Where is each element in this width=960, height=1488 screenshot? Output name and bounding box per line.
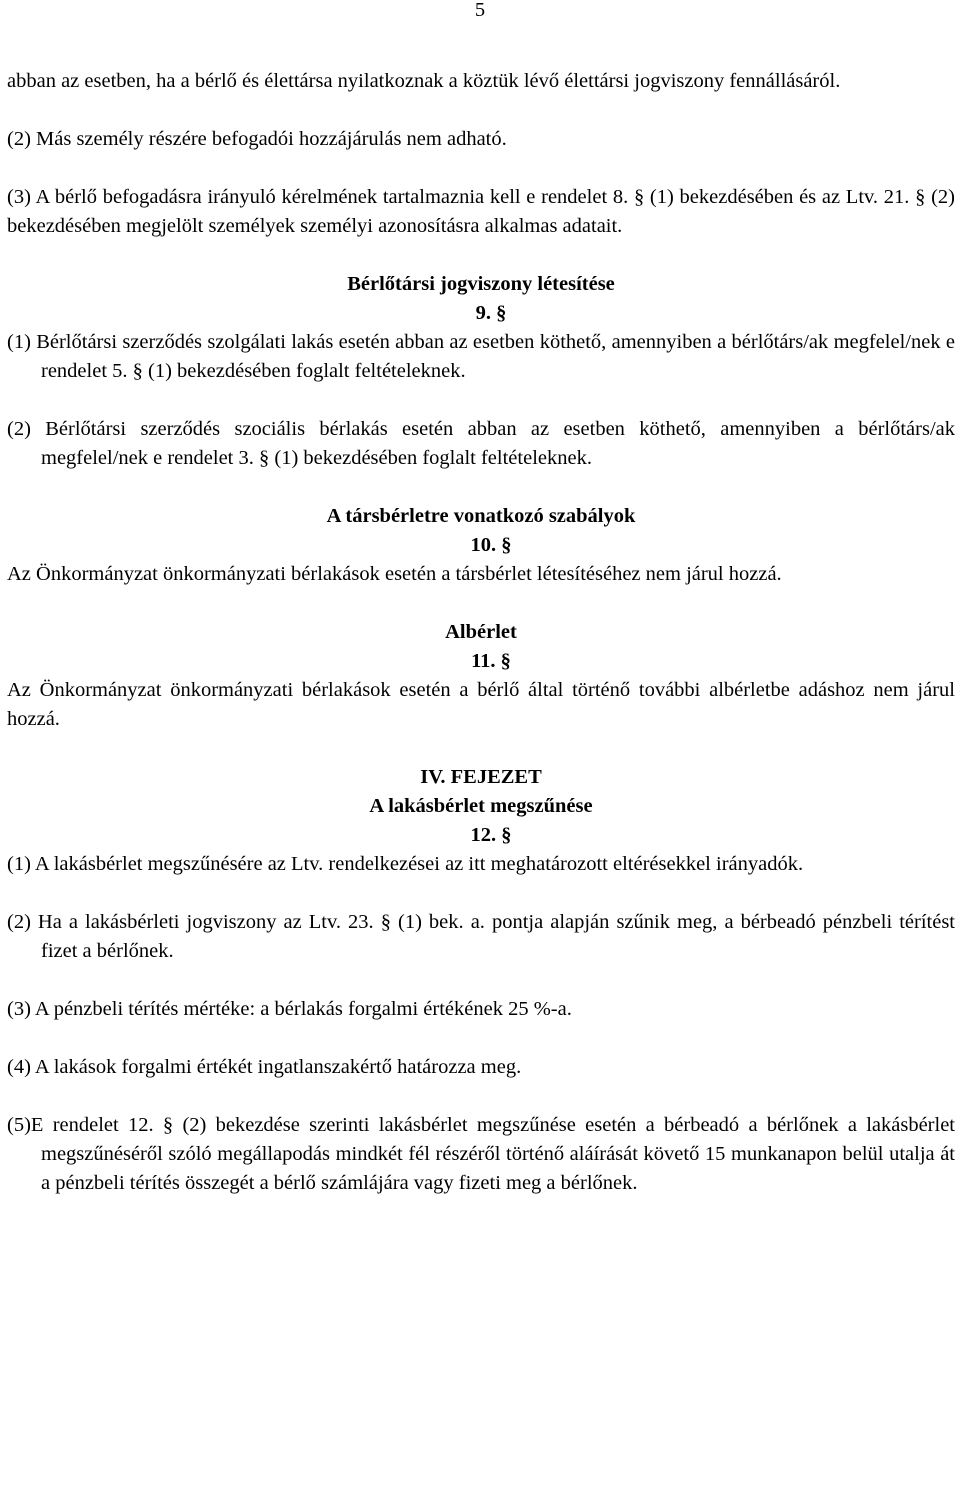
paragraph-10: Az Önkormányzat önkormányzati bérlakások esetén a társbérlet létesítéséhez nem járul hozzá. bbox=[7, 563, 782, 585]
paragraph-12-5: (5)E rendelet 12. § (2) bekezdése szerinti lakásbérlet megszűnése esetén a bérbeadó a bérlőnek a lakásbérlet megszűnéséről szóló megállapodás mindkét fél részéről történő aláírását követő 15 munkanapon belül utalja át a pénzbeli térítés összegét a bérlő számlájára vagy fizeti meg a bérlőnek. bbox=[7, 1114, 955, 1194]
paragraph-12-1: (1) A lakásbérlet megszűnésére az Ltv. rendelkezései az itt meghatározott eltérésekkel irányadók. bbox=[7, 853, 804, 875]
section-12-number: 12. § bbox=[470, 824, 512, 846]
paragraph-8-2: (2) Más személy részére befogadói hozzájárulás nem adható. bbox=[7, 128, 507, 150]
paragraph-12-2: (2) Ha a lakásbérleti jogviszony az Ltv. 23. § (1) bek. a. pontja alapján szűnik meg, a bérbeadó pénzbeli térítést fizet a bérlőnek. bbox=[7, 911, 955, 962]
paragraph-8-3: (3) A bérlő befogadásra irányuló kérelmének tartalmaznia kell e rendelet 8. § (1) bekezdésében és az Ltv. 21. § (2) bekezdésében megjelölt személyek személyi azonosításra alkalmas adatait. bbox=[7, 186, 955, 237]
paragraph-9-2: (2) Bérlőtársi szerződés szociális bérlakás esetén abban az esetben köthető, amennyiben a bérlőtárs/ak megfelel/nek e rendelet 3. § (1) bekezdésében foglalt feltételeknek. bbox=[7, 418, 955, 469]
heading-berlotarsi-jogviszony: Bérlőtársi jogviszony létesítése bbox=[347, 273, 615, 295]
document-body bbox=[7, 67, 955, 1198]
heading-alberlet: Albérlet bbox=[445, 621, 517, 643]
page-number: 5 bbox=[474, 0, 486, 21]
chapter-heading: IV. FEJEZET bbox=[420, 766, 542, 788]
section-10-number: 10. § bbox=[470, 534, 512, 556]
heading-tarsberlet: A társbérletre vonatkozó szabályok bbox=[326, 505, 636, 527]
section-11-number: 11. § bbox=[471, 650, 511, 672]
paragraph-11: Az Önkormányzat önkormányzati bérlakások esetén a bérlő által történő további albérletbe adáshoz nem járul hozzá. bbox=[7, 679, 955, 730]
paragraph-continuation: abban az esetben, ha a bérlő és élettársa nyilatkoznak a köztük lévő élettársi jogviszony fennállásáról. bbox=[7, 70, 841, 92]
paragraph-12-4: (4) A lakások forgalmi értékét ingatlanszakértő határozza meg. bbox=[7, 1056, 522, 1078]
paragraph-12-3: (3) A pénzbeli térítés mértéke: a bérlakás forgalmi értékének 25 %-a. bbox=[7, 998, 572, 1020]
heading-lakasberlet-megszunese: A lakásbérlet megszűnése bbox=[369, 795, 593, 817]
section-9-number: 9. § bbox=[475, 302, 507, 324]
paragraph-9-1: (1) Bérlőtársi szerződés szolgálati lakás esetén abban az esetben köthető, amennyiben a bérlőtárs/ak megfelel/nek e rendelet 5. § (1) bekezdésében foglalt feltételeknek. bbox=[7, 331, 955, 382]
